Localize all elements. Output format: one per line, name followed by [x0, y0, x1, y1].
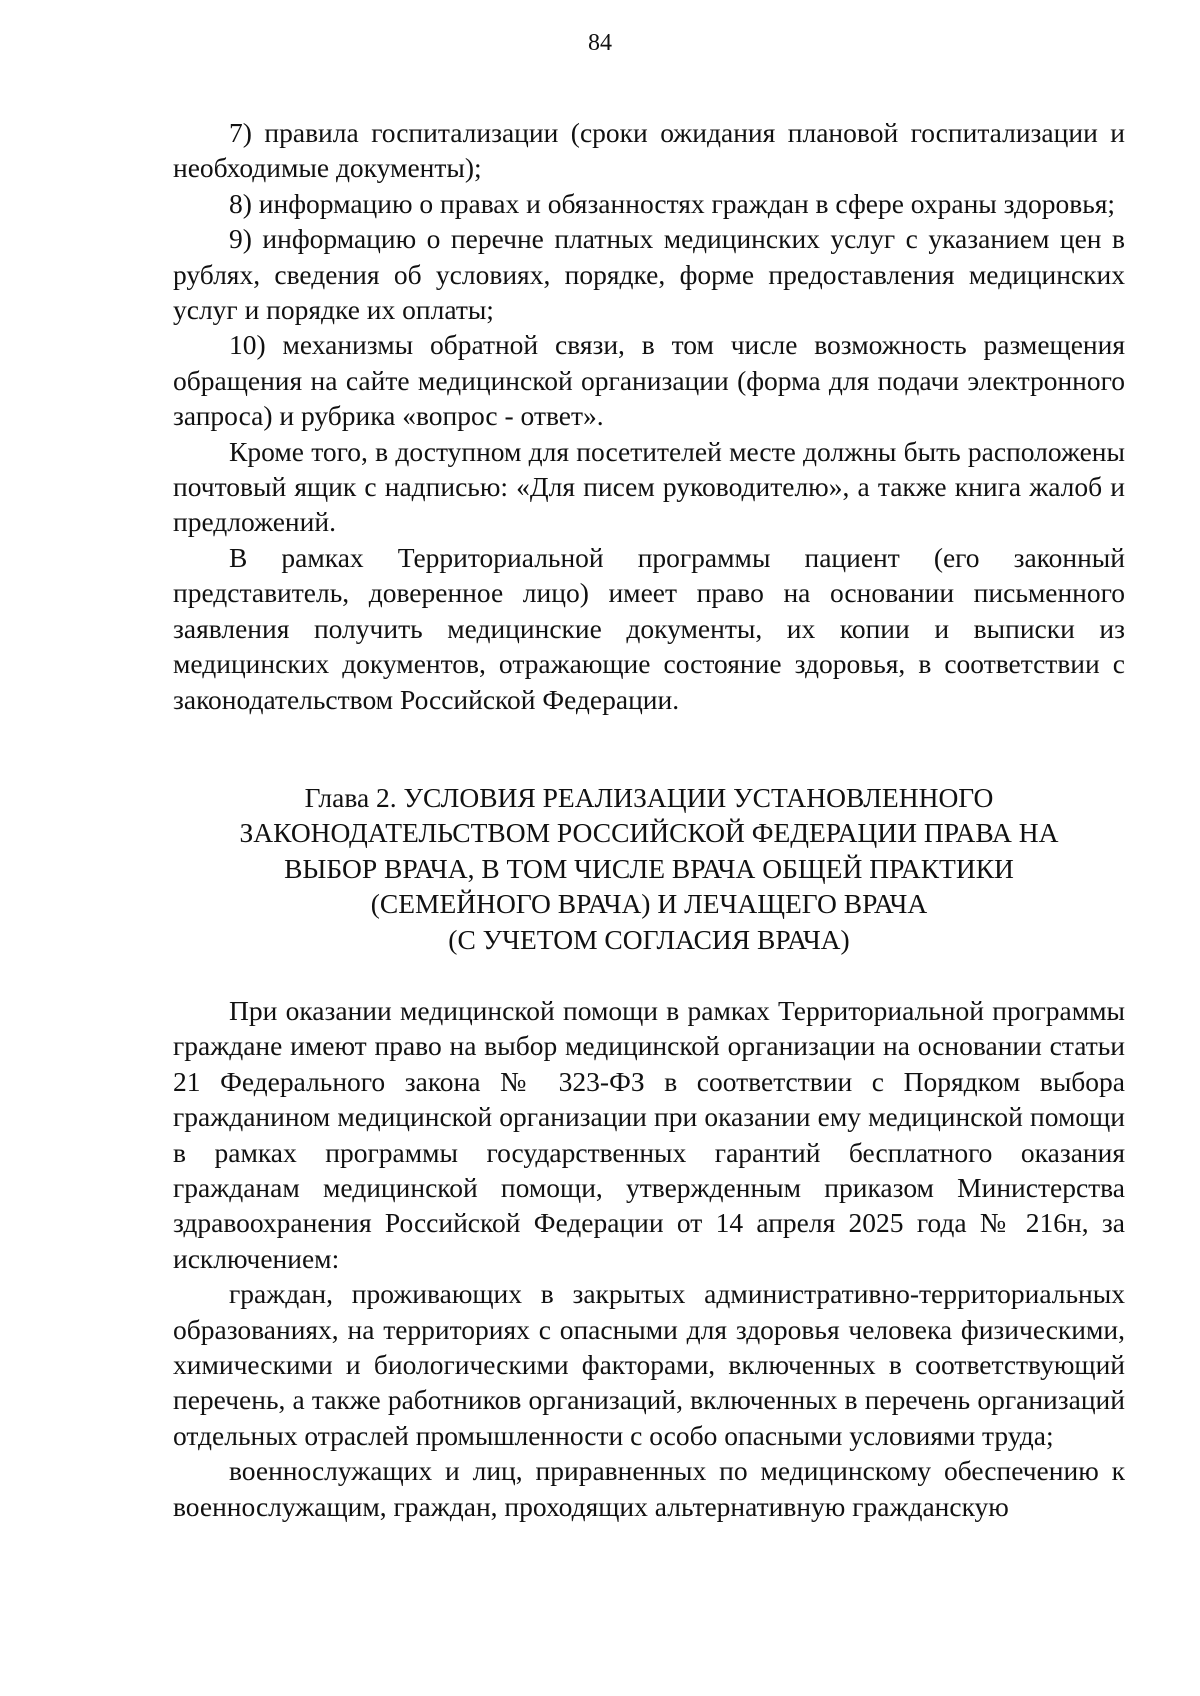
page-number: 84	[588, 30, 612, 56]
paragraph-item-7: 7) правила госпитализации (сроки ожидания плановой госпитализации и необходимые документы);	[173, 117, 1125, 184]
paragraph-choice-of-organization: При оказании медицинской помощи в рамках Территориальной программы граждане имеют право на выбор медицинской организации на основании статьи 21 Федерального закона № 323-ФЗ в соответствии с Порядком выбора гражданином медицинской организации при оказании ему медицинской помощи в рамках программы государственных гарантий бесплатного оказания гражданам медицинской помощи, утвержденным приказом Министерства здравоохранения Российской Федерации от 14 апреля 2025 года № 216н, за исключением:	[173, 995, 1125, 1274]
chapter-heading-line: ЗАКОНОДАТЕЛЬСТВОМ РОССИЙСКОЙ ФЕДЕРАЦИИ ПРАВА НА	[239, 817, 1059, 849]
paragraph-item-8: 8) информацию о правах и обязанностях граждан в сфере охраны здоровья;	[229, 187, 1116, 219]
text-block-before-heading	[173, 115, 1125, 717]
paragraph-patient-rights: В рамках Территориальной программы пациент (его законный представитель, доверенное лицо) имеет право на основании письменного заявления получить медицинские документы, их копии и выписки из медицинских документов, отражающие состояние здоровья, в соответствии с законодательством Российской Федерации.	[173, 541, 1125, 715]
chapter-heading-line: (СЕМЕЙНОГО ВРАЧА) И ЛЕЧАЩЕГО ВРАЧА	[370, 888, 928, 920]
paragraph-mailbox-notice: Кроме того, в доступном для посетителей месте должны быть расположены почтовый ящик с надписью: «Для писем руководителю», а также книга жалоб и предложений.	[173, 435, 1125, 538]
chapter-heading-line: ВЫБОР ВРАЧА, В ТОМ ЧИСЛЕ ВРАЧА ОБЩЕЙ ПРАКТИКИ	[284, 852, 1014, 884]
paragraph-item-10: 10) механизмы обратной связи, в том числе возможность размещения обращения на сайте медицинской организации (форма для подачи электронного запроса) и рубрика «вопрос - ответ».	[173, 329, 1125, 432]
chapter-heading-line: (С УЧЕТОМ СОГЛАСИЯ ВРАЧА)	[448, 923, 850, 955]
chapter-heading	[173, 780, 1125, 957]
chapter-heading-line: Глава 2. УСЛОВИЯ РЕАЛИЗАЦИИ УСТАНОВЛЕННОГО	[304, 782, 994, 813]
paragraph-item-9: 9) информацию о перечне платных медицинских услуг с указанием цен в рублях, сведения об условиях, порядке, форме предоставления медицинских услуг и порядке их оплаты;	[173, 223, 1125, 326]
paragraph-exception-closed-territories: граждан, проживающих в закрытых административно-территориальных образованиях, на территориях с опасными для здоровья человека физическими, химическими и биологическими факторами, включенных в соответствующий перечень, а также работников организаций, включенных в перечень организаций отдельных отраслей промышленности с особо опасными условиями труда;	[173, 1278, 1125, 1451]
paragraph-exception-military: военнослужащих и лиц, приравненных по медицинскому обеспечению к военнослужащим, граждан, проходящих альтернативную гражданскую	[173, 1455, 1125, 1522]
text-block-after-heading	[173, 993, 1125, 1524]
